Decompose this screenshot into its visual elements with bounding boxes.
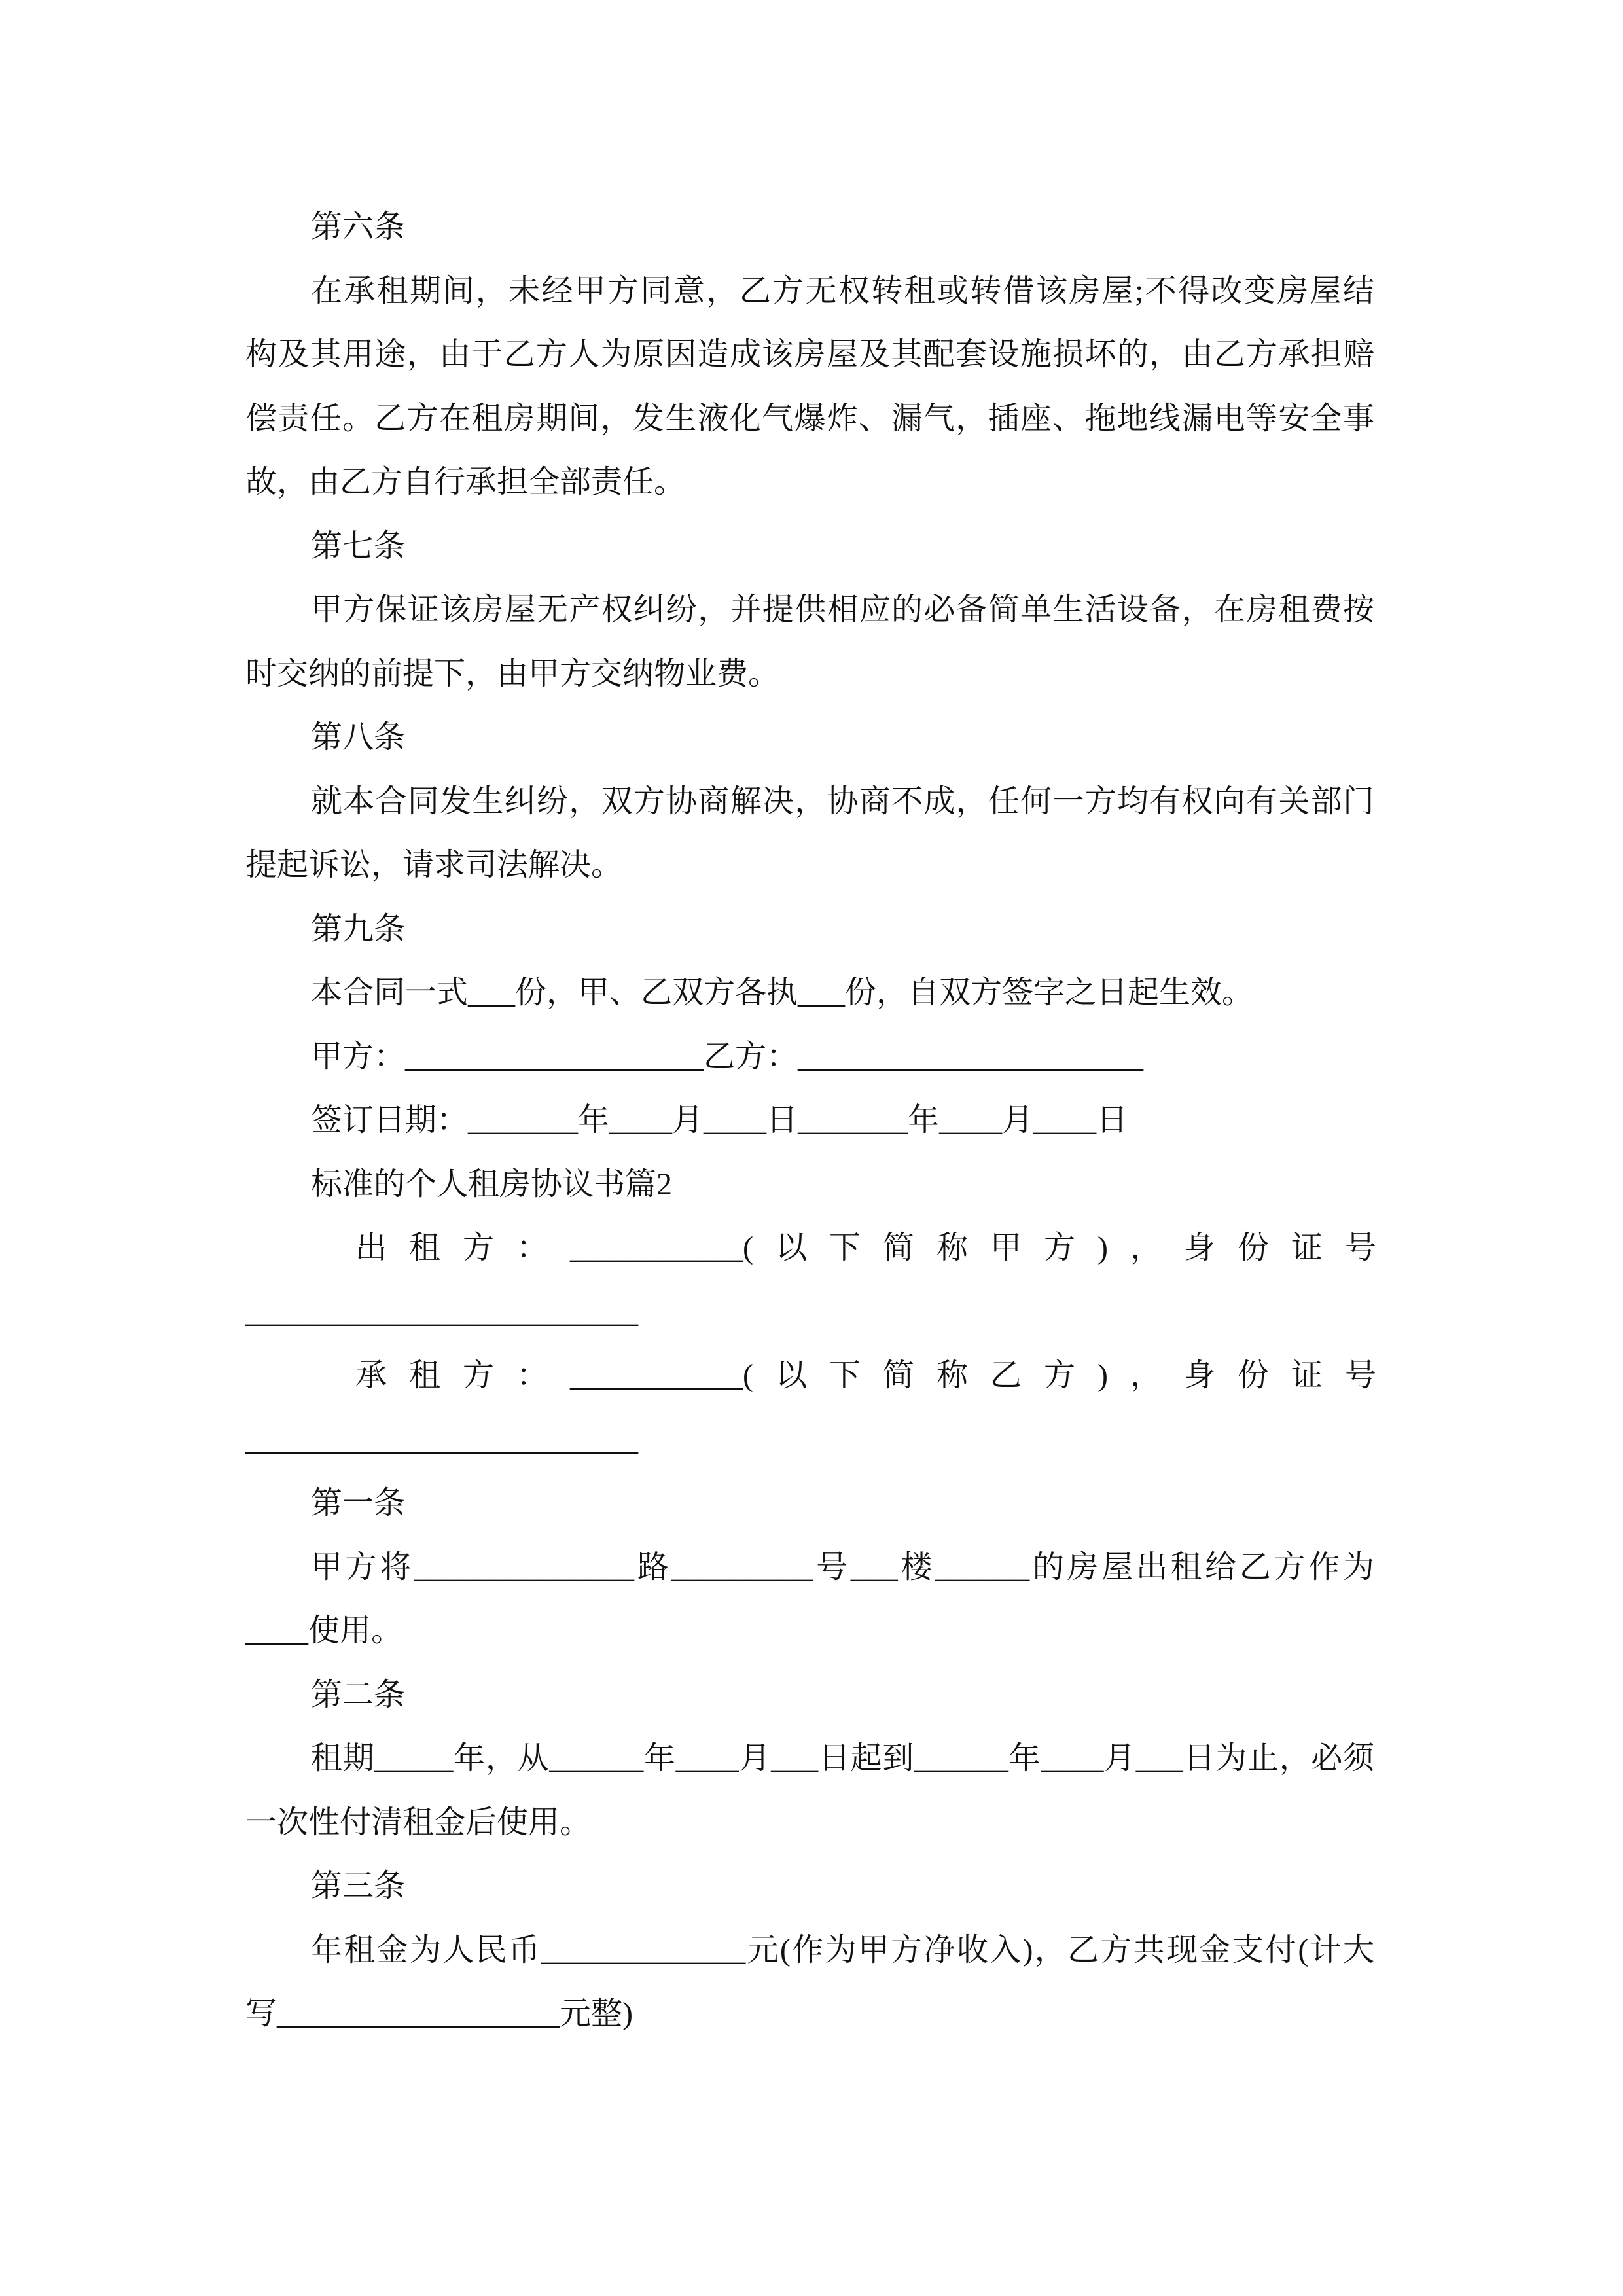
paragraph-line: 偿责任。乙方在租房期间，发生液化气爆炸、漏气，插座、拖地线漏电等安全事 <box>245 401 1374 436</box>
party-b-label: 乙方： <box>704 1039 798 1074</box>
paragraph-line: 时交纳的前提下，由甲方交纳物业费。 <box>245 656 780 691</box>
lessee-note: (以下简称乙方)，身份证号 <box>743 1358 1399 1393</box>
fill-in-blank: _______ <box>798 1103 908 1138</box>
text-segment: 本合同一式 <box>311 975 469 1010</box>
fill-in-blank: _________________________ <box>245 1294 638 1329</box>
fill-in-blank: _____ <box>374 1741 454 1776</box>
fill-in-blank: ______ <box>935 1549 1030 1585</box>
paragraph-line: 构及其用途，由于乙方人为原因造成该房屋及其配套设施损坏的，由乙方承担赔 <box>245 337 1374 372</box>
fill-in-blank: ______ <box>914 1741 1008 1776</box>
article-heading: 第九条 <box>311 911 406 946</box>
lessor-note: (以下简称甲方)，身份证号 <box>743 1230 1399 1265</box>
article-heading: 第六条 <box>311 209 406 244</box>
paragraph-line: 提起诉讼，请求司法解决。 <box>245 848 623 882</box>
fill-in-blank: ___ <box>771 1741 819 1776</box>
paragraph-line: 一次性付清租金后使用。 <box>245 1804 592 1840</box>
fill-in-blank: ____ <box>1041 1741 1104 1776</box>
sign-date-line <box>245 1088 1374 1153</box>
text-segment: 日为止，必须 <box>1183 1741 1374 1776</box>
text-segment: 年 <box>643 1741 676 1776</box>
text-segment: 路 <box>634 1549 672 1585</box>
fill-in-blank: ____ <box>609 1103 673 1138</box>
paragraph-line <box>245 1982 1374 2046</box>
text-segment: 使用。 <box>308 1613 403 1648</box>
fill-in-blank: ______________ <box>414 1549 635 1585</box>
party-a-label: 甲方： <box>311 1039 406 1074</box>
sign-date-label: 签订日期： <box>311 1103 469 1138</box>
text-segment: 的房屋出租给乙方作为 <box>1029 1549 1374 1585</box>
lessor-id-line <box>245 1280 1374 1344</box>
fill-in-blank: ___________________ <box>405 1039 704 1074</box>
lessee-line <box>245 1344 1399 1408</box>
paragraph-line: 在承租期间，未经甲方同意，乙方无权转租或转借该房屋;不得改变房屋结 <box>311 273 1374 308</box>
fill-in-blank: _________ <box>671 1549 813 1585</box>
lessor-label: 出租方： <box>355 1230 571 1265</box>
fill-in-blank: _________________________ <box>245 1422 638 1457</box>
text-segment: 号 <box>813 1549 851 1585</box>
text-segment: 写 <box>245 1996 277 2031</box>
paragraph-line <box>245 1918 1374 1982</box>
text-segment: 年，从 <box>453 1741 550 1776</box>
article-heading: 第一条 <box>311 1486 406 1520</box>
section-title: 标准的个人租房协议书篇2 <box>311 1166 673 1202</box>
paragraph-line: 甲方保证该房屋无产权纠纷，并提供相应的必备简单生活设备，在房租费按 <box>311 592 1374 627</box>
date-unit: 年 <box>908 1103 940 1138</box>
date-unit: 月 <box>672 1103 704 1138</box>
fill-in-blank: ___ <box>798 975 846 1010</box>
fill-in-blank: ____ <box>245 1613 308 1648</box>
text-segment: 元整) <box>560 1996 633 2031</box>
text-segment: 楼 <box>897 1549 936 1585</box>
fill-in-blank: ______ <box>549 1741 644 1776</box>
date-unit: 年 <box>578 1103 610 1138</box>
date-unit: 日 <box>1096 1103 1128 1138</box>
text-segment: 元(作为甲方净收入)，乙方共现金支付(计大 <box>745 1932 1374 1967</box>
paragraph-line <box>245 1535 1374 1600</box>
text-segment: 年 <box>1008 1741 1041 1776</box>
date-unit: 日 <box>766 1103 798 1138</box>
fill-in-blank: ____ <box>1033 1103 1097 1138</box>
lessor-line <box>245 1216 1399 1280</box>
lessee-id-line <box>245 1408 1374 1472</box>
paragraph-line <box>245 1599 1374 1663</box>
lessee-label: 承租方： <box>355 1358 571 1393</box>
text-segment: 份，自双方签字之日起生效。 <box>845 975 1254 1010</box>
text-segment: 甲方将 <box>311 1549 415 1585</box>
fill-in-blank: ___ <box>850 1549 898 1585</box>
paragraph-line: 就本合同发生纠纷，双方协商解决，协商不成，任何一方均有权向有关部门 <box>311 783 1374 819</box>
text-segment: 租期 <box>311 1741 375 1776</box>
text-segment: 份，甲、乙双方各执 <box>515 975 798 1010</box>
fill-in-blank: ____ <box>704 1103 767 1138</box>
paragraph-line: 故，由乙方自行承担全部责任。 <box>245 465 686 499</box>
article-heading: 第二条 <box>311 1677 406 1712</box>
paragraph-line <box>245 1727 1374 1791</box>
fill-in-blank: _____________ <box>541 1932 746 1967</box>
fill-in-blank: __________________ <box>277 1996 560 2031</box>
fill-in-blank: ______________________ <box>798 1039 1144 1074</box>
text-segment: 月 <box>1103 1741 1136 1776</box>
fill-in-blank: ___________ <box>570 1358 743 1393</box>
article-heading: 第三条 <box>311 1869 406 1903</box>
fill-in-blank: ___ <box>468 975 516 1010</box>
fill-in-blank: ___ <box>1135 1741 1183 1776</box>
article-heading: 第七条 <box>311 528 406 564</box>
text-segment: 年租金为人民币 <box>311 1932 542 1967</box>
text-segment: 日起到 <box>818 1741 914 1776</box>
article-heading: 第八条 <box>311 720 406 755</box>
fill-in-blank: _______ <box>468 1103 579 1138</box>
signature-line <box>245 1025 1374 1089</box>
fill-in-blank: ____ <box>939 1103 1003 1138</box>
fill-in-blank: ___________ <box>570 1230 743 1265</box>
document-page <box>245 195 1399 2046</box>
text-segment: 月 <box>738 1741 772 1776</box>
copies-line <box>245 961 1374 1025</box>
date-unit: 月 <box>1002 1103 1034 1138</box>
fill-in-blank: ____ <box>675 1741 739 1776</box>
